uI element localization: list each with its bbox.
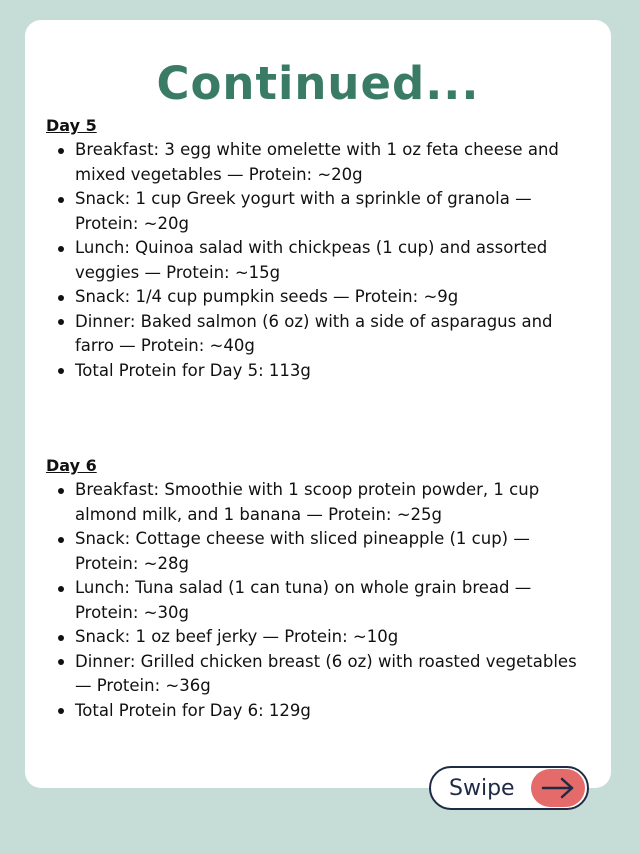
list-item: Snack: 1/4 cup pumpkin seeds — Protein: ~9g xyxy=(46,285,596,310)
day-5-section xyxy=(46,114,596,383)
list-item: Snack: Cottage cheese with sliced pineapple (1 cup) — Protein: ~28g xyxy=(46,527,596,576)
list-item: Lunch: Quinoa salad with chickpeas (1 cup) and assorted veggies — Protein: ~15g xyxy=(46,236,596,285)
day-6-section xyxy=(46,454,596,723)
meal-list xyxy=(46,478,596,723)
list-item: Total Protein for Day 5: 113g xyxy=(46,359,596,384)
meal-list xyxy=(46,138,596,383)
list-item: Breakfast: Smoothie with 1 scoop protein powder, 1 cup almond milk, and 1 banana — Protein: ~25g xyxy=(46,478,596,527)
content-card xyxy=(25,20,611,788)
list-item: Snack: 1 oz beef jerky — Protein: ~10g xyxy=(46,625,596,650)
list-item: Dinner: Grilled chicken breast (6 oz) with roasted vegetables — Protein: ~36g xyxy=(46,650,596,699)
day-heading: Day 5 xyxy=(46,116,97,135)
arrow-right-icon xyxy=(531,769,585,807)
swipe-button[interactable] xyxy=(429,766,589,810)
list-item: Breakfast: 3 egg white omelette with 1 oz feta cheese and mixed vegetables — Protein: ~20g xyxy=(46,138,596,187)
list-item: Dinner: Baked salmon (6 oz) with a side of asparagus and farro — Protein: ~40g xyxy=(46,310,596,359)
list-item: Lunch: Tuna salad (1 can tuna) on whole grain bread — Protein: ~30g xyxy=(46,576,596,625)
day-heading: Day 6 xyxy=(46,456,97,475)
swipe-label: Swipe xyxy=(449,776,515,801)
list-item: Snack: 1 cup Greek yogurt with a sprinkle of granola — Protein: ~20g xyxy=(46,187,596,236)
page-title: Continued... xyxy=(156,57,480,110)
list-item: Total Protein for Day 6: 129g xyxy=(46,699,596,724)
